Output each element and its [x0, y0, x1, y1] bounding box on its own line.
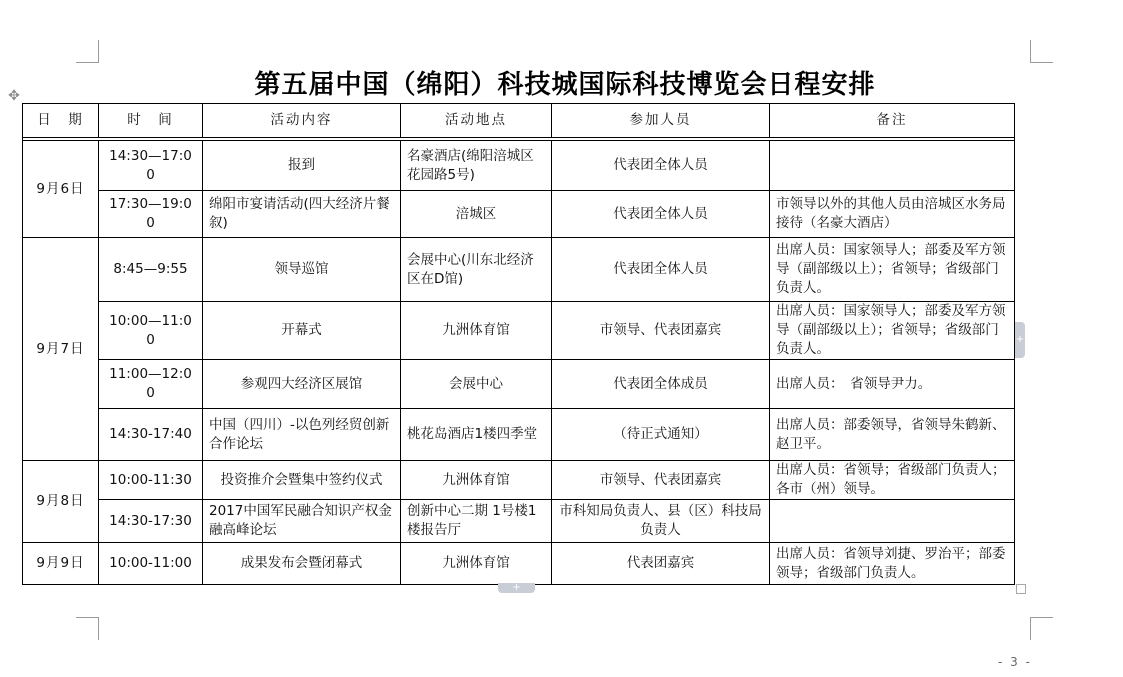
participants-cell: 代表团嘉宾	[552, 543, 770, 585]
participants-cell: 市科知局负责人、县（区）科技局负责人	[552, 500, 770, 543]
location-cell: 会展中心(川东北经济区在D馆)	[401, 238, 552, 302]
participants-cell: 市领导、代表团嘉宾	[552, 461, 770, 500]
location-cell: 名豪酒店(绵阳涪城区花园路5号)	[401, 141, 552, 191]
location-cell: 桃花岛酒店1楼四季堂	[401, 409, 552, 461]
activity-cell: 成果发布会暨闭幕式	[203, 543, 401, 585]
header-notes: 备注	[770, 104, 1015, 138]
table-row	[23, 141, 1015, 191]
table-header-row	[23, 104, 1015, 138]
participants-cell: （待正式通知）	[552, 409, 770, 461]
header-date: 日 期	[23, 104, 99, 138]
activity-cell: 领导巡馆	[203, 238, 401, 302]
time-cell: 14:30-17:40	[99, 409, 203, 461]
table-row	[23, 302, 1015, 360]
time-cell: 10:00-11:30	[99, 461, 203, 500]
note-cell: 出席人员：省领导刘捷、罗治平；部委领导；省级部门负责人。	[770, 543, 1015, 585]
page-number: - 3 -	[998, 655, 1032, 669]
activity-cell: 2017中国军民融合知识产权金融高峰论坛	[203, 500, 401, 543]
note-cell: 出席人员：省领导；省级部门负责人；各市（州）领导。	[770, 461, 1015, 500]
table-row	[23, 461, 1015, 500]
date-cell: 9月7日	[23, 238, 99, 461]
participants-cell: 代表团全体人员	[552, 238, 770, 302]
add-row-icon[interactable]: +	[498, 583, 535, 593]
add-column-icon[interactable]: +	[1015, 322, 1025, 358]
table-row	[23, 500, 1015, 543]
note-cell: 出席人员： 省领导尹力。	[770, 360, 1015, 409]
time-cell: 8:45—9:55	[99, 238, 203, 302]
page-corner-mark-top-left	[76, 40, 99, 63]
activity-cell: 开幕式	[203, 302, 401, 360]
time-cell: 17:30—19:00	[99, 191, 203, 238]
document-title: 第五届中国（绵阳）科技城国际科技博览会日程安排	[254, 70, 876, 100]
location-cell: 涪城区	[401, 191, 552, 238]
note-cell: 出席人员：部委领导，省领导朱鹤新、赵卫平。	[770, 409, 1015, 461]
note-cell: 出席人员：国家领导人；部委及军方领导（副部级以上）；省领导；省级部门负责人。	[770, 238, 1015, 302]
header-time: 时 间	[99, 104, 203, 138]
activity-cell: 参观四大经济区展馆	[203, 360, 401, 409]
table-resize-icon[interactable]	[1016, 584, 1026, 594]
date-cell: 9月6日	[23, 141, 99, 238]
table-row	[23, 543, 1015, 585]
time-cell: 14:30-17:30	[99, 500, 203, 543]
participants-cell: 代表团全体人员	[552, 191, 770, 238]
table-move-icon[interactable]: ✥	[8, 88, 20, 104]
time-cell: 14:30—17:00	[99, 141, 203, 191]
location-cell: 九洲体育馆	[401, 543, 552, 585]
page-corner-mark-top-right	[1030, 40, 1053, 63]
page-corner-mark-bottom-left	[76, 617, 99, 640]
date-cell: 9月9日	[23, 543, 99, 585]
note-cell	[770, 500, 1015, 543]
participants-cell: 代表团全体成员	[552, 360, 770, 409]
participants-cell: 市领导、代表团嘉宾	[552, 302, 770, 360]
time-cell: 10:00—11:00	[99, 302, 203, 360]
note-cell: 市领导以外的其他人员由涪城区水务局接待（名豪大酒店）	[770, 191, 1015, 238]
table-row	[23, 238, 1015, 302]
page-corner-mark-bottom-right	[1030, 617, 1053, 640]
header-activity: 活动内容	[203, 104, 401, 138]
table-row	[23, 360, 1015, 409]
table-row	[23, 409, 1015, 461]
participants-cell: 代表团全体人员	[552, 141, 770, 191]
location-cell: 九洲体育馆	[401, 302, 552, 360]
date-cell: 9月8日	[23, 461, 99, 543]
time-cell: 11:00—12:00	[99, 360, 203, 409]
activity-cell: 报到	[203, 141, 401, 191]
location-cell: 创新中心二期 1号楼1楼报告厅	[401, 500, 552, 543]
header-location: 活动地点	[401, 104, 552, 138]
table-row	[23, 191, 1015, 238]
location-cell: 九洲体育馆	[401, 461, 552, 500]
activity-cell: 投资推介会暨集中签约仪式	[203, 461, 401, 500]
header-participants: 参加人员	[552, 104, 770, 138]
activity-cell: 绵阳市宴请活动(四大经济片餐叙)	[203, 191, 401, 238]
note-cell: 出席人员：国家领导人；部委及军方领导（副部级以上）；省领导；省级部门负责人。	[770, 302, 1015, 360]
activity-cell: 中国（四川）-以色列经贸创新合作论坛	[203, 409, 401, 461]
schedule-table	[22, 103, 1015, 585]
location-cell: 会展中心	[401, 360, 552, 409]
note-cell	[770, 141, 1015, 191]
time-cell: 10:00-11:00	[99, 543, 203, 585]
